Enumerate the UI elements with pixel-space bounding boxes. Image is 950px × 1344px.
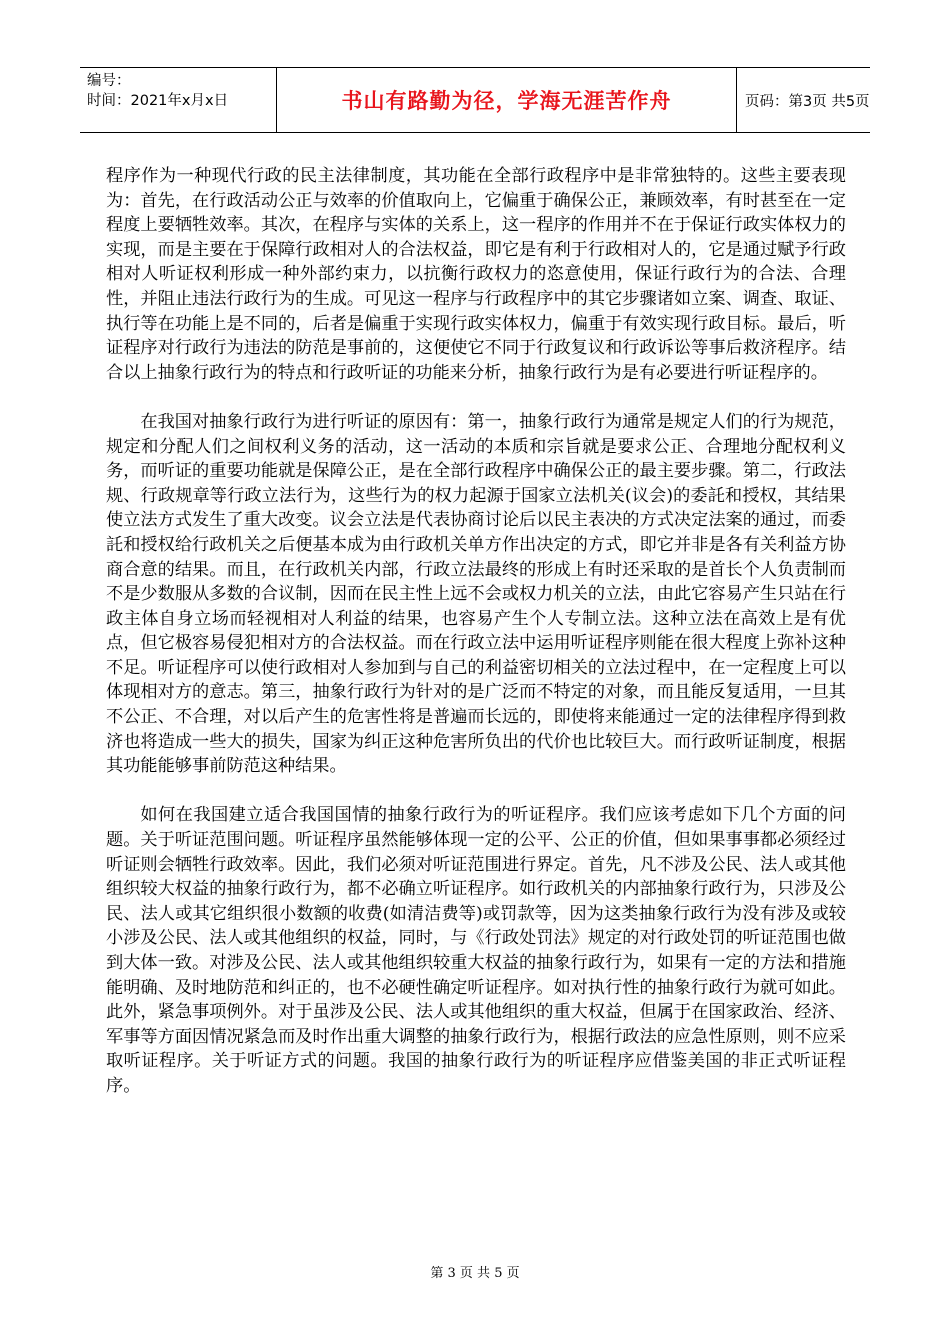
header-motto: 书山有路勤为径，学海无涯苦作舟 (341, 89, 672, 113)
footer-page-number: 第 3 页 共 5 页 (430, 1266, 520, 1281)
header-page-number: 页码：第3页 共5页 (745, 93, 870, 110)
document-header (80, 67, 870, 133)
header-page-cell (737, 68, 870, 132)
header-motto-cell (277, 68, 737, 132)
body-paragraph-3: 如何在我国建立适合我国国情的抽象行政行为的听证程序。我们应该考虑如下几个方面的问题。关于听证范围问题。听证程序虽然能够体现一定的公平、公正的价值，但如果事事都必须经过听证则会牺牲行政效率。因此，我们必须对听证范围进行界定。首先，凡不涉及公民、法人或其他组织较大权益的抽象行政行为，都不必确立听证程序。如行政机关的内部抽象行政行为，只涉及公民、法人或其它组织很小数额的收费(如清洁费等)或罚款等，因为这类抽象行政行为没有涉及或较小涉及公民、法人或其他组织的权益，同时，与《行政处罚法》规定的对行政处罚的听证范围也做到大体一致。对涉及公民、法人或其他组织较重大权益的抽象行政行为，如果有一定的方法和措施能明确、及时地防范和纠正的，也不必硬性确定听证程序。如对执行性的抽象行政行为就可如此。此外，紧急事项例外。对于虽涉及公民、法人或其他组织的重大权益，但属于在国家政治、经济、军事等方面因情况紧急而及时作出重大调整的抽象行政行为，根据行政法的应急性原则，则不应采取听证程序。关于听证方式的问题。我国的抽象行政行为的听证程序应借鉴美国的非正式听证程序。 (106, 805, 846, 1096)
header-meta-cell (80, 68, 277, 132)
document-number-label: 编号： (87, 73, 131, 89)
body-paragraph-1: 程序作为一种现代行政的民主法律制度，其功能在全部行政程序中是非常独特的。这些主要表现为：首先，在行政活动公正与效率的价值取向上，它偏重于确保公正，兼顾效率，有时甚至在一定程度上要牺牲效率。其次，在程序与实体的关系上，这一程序的作用并不在于保证行政实体权力的实现，而是主要在于保障行政相对人的合法权益，即它是有利于行政相对人的，它是通过赋予行政相对人听证权利形成一种外部约束力，以抗衡行政权力的恣意使用，保证行政行为的合法、合理性，并阻止违法行政行为的生成。可见这一程序与行政程序中的其它步骤诸如立案、调查、取证、执行等在功能上是不同的，后者是偏重于实现行政实体权力，偏重于有效实现行政目标。最后，听证程序对行政行为违法的防范是事前的，这便使它不同于行政复议和行政诉讼等事后救济程序。结合以上抽象行政行为的特点和行政听证的功能来分析，抽象行政行为是有必要进行听证程序的。 (106, 166, 846, 383)
document-body (106, 164, 846, 1123)
page-footer (0, 1262, 950, 1281)
document-time-label: 时间：2021年x月x日 (87, 93, 229, 109)
body-paragraph-2: 在我国对抽象行政行为进行听证的原因有：第一，抽象行政行为通常是规定人们的行为规范，规定和分配人们之间权利义务的活动，这一活动的本质和宗旨就是要求公正、合理地分配权利义务，而听证的重要功能就是保障公正，是在全部行政程序中确保公正的最主要步骤。第二，行政法规、行政规章等行政立法行为，这些行为的权力起源于国家立法机关(议会)的委託和授权，其结果使立法方式发生了重大改变。议会立法是代表协商讨论后以民主表决的方式决定法案的通过，而委託和授权给行政机关之后便基本成为由行政机关单方作出决定的方式，即它并非是各有关利益方协商合意的结果。而且，在行政机关内部，行政立法最终的形成上有时还采取的是首长个人负责制而不是少数服从多数的合议制，因而在民主性上远不会或权力机关的立法，由此它容易产生只站在行政主体自身立场而轻视相对人利益的结果，也容易产生个人专制立法。这种立法在高效上是有优点，但它极容易侵犯相对方的合法权益。而在行政立法中运用听证程序则能在很大程度上弥补这种不足。听证程序可以使行政相对人参加到与自己的利益密切相关的立法过程中，在一定程度上可以体现相对方的意志。第三，抽象行政行为针对的是广泛而不特定的对象，而且能反复适用，一旦其不公正、不合理，对以后产生的危害性将是普遍而长远的，即使将来能通过一定的法律程序得到救济也将造成一些大的损失，国家为纠正这种危害所负出的代价也比较巨大。而行政听证制度，根据其功能能够事前防范这种结果。 (106, 411, 846, 777)
